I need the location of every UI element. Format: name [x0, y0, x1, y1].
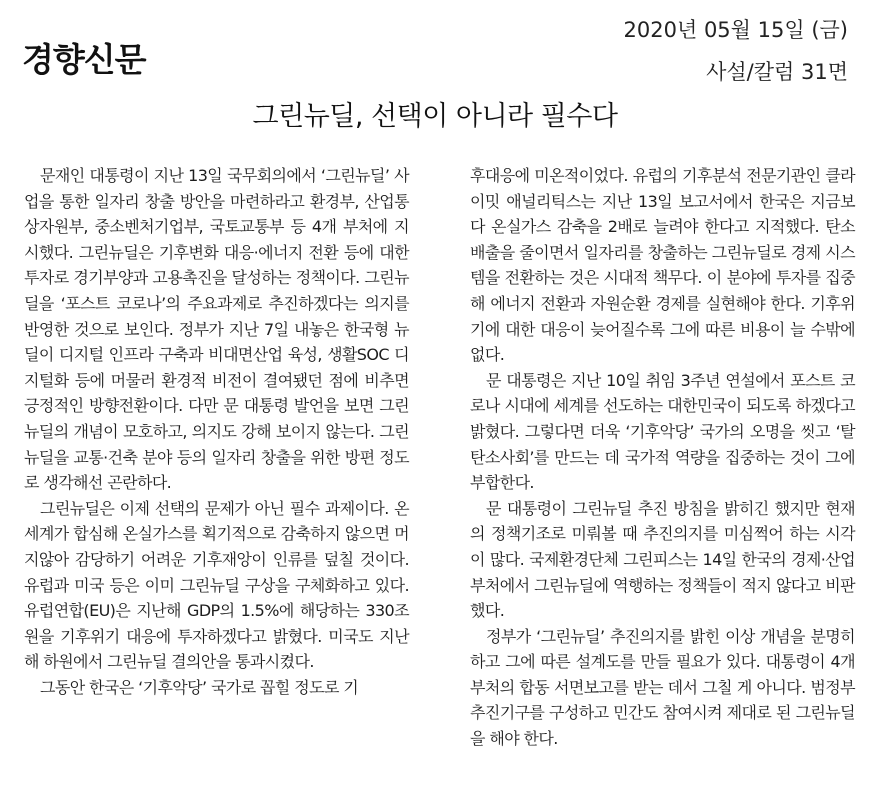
- publication-date: 2020년 05월 15일 (금): [623, 18, 848, 42]
- article-column-left: [24, 163, 409, 700]
- editorial-headline: 그린뉴딜, 선택이 아니라 필수다: [252, 101, 618, 132]
- newspaper-masthead: 경향신문: [22, 40, 146, 79]
- article-column-right: [470, 163, 855, 752]
- article-paragraph: 정부가 ‘그린뉴딜’ 추진의지를 밝힌 이상 개념을 분명히 하고 그에 따른 설계도를 만들 필요가 있다. 대통령이 4개 부처의 합동 서면보고를 받는 데서 그칠 게 아니다. 범정부 추진기구를 구성하고 민간도 참여시켜 제대로 된 그린뉴딜을 해야 한다.: [470, 626, 855, 749]
- article-paragraph: 그린뉴딜은 이제 선택의 문제가 아닌 필수 과제이다. 온 세계가 합심해 온실가스를 획기적으로 감축하지 않으면 머지않아 감당하기 어려운 기후재앙이 인류를 덮칠 것이다. 유럽과 미국 등은 이미 그린뉴딜 구상을 구체화하고 있다. 유럽연합(EU)은 지난해 GDP의 1.5%에 해당하는 330조원을 기후위기 대응에 투자하겠다고 밝혔다. 미국도 지난해 하원에서 그린뉴딜 결의안을 통과시켰다.: [24, 498, 409, 672]
- article-paragraph: 그동안 한국은 ‘기후악당’ 국가로 꼽힐 정도로 기: [40, 677, 359, 697]
- article-paragraph: 문 대통령이 그린뉴딜 추진 방침을 밝히긴 했지만 현재의 정책기조로 미뤄볼 때 추진의지를 미심쩍어 하는 시각이 많다. 국제환경단체 그린피스는 14일 한국의 경제·산업 부처에서 그린뉴딜에 역행하는 정책들이 적지 않다고 비판했다.: [470, 498, 855, 621]
- article-paragraph: 문 대통령은 지난 10일 취임 3주년 연설에서 포스트 코로나 시대에 세계를 선도하는 대한민국이 되도록 하겠다고 밝혔다. 그렇다면 더욱 ‘기후악당’ 국가의 오명을 씻고 ‘탈탄소사회’를 만드는 데 국가적 역량을 집중하는 것이 그에 부합한다.: [470, 370, 855, 493]
- section-page-label: 사설/칼럼 31면: [706, 60, 848, 84]
- article-paragraph: 문재인 대통령이 지난 13일 국무회의에서 ‘그린뉴딜’ 사업을 통한 일자리 창출 방안을 마련하라고 환경부, 산업통상자원부, 중소벤처기업부, 국토교통부 등 4개 부처에 지시했다. 그린뉴딜은 기후변화 대응·에너지 전환 등에 대한 투자로 경기부양과 고용촉진을 달성하는 정책이다. 그린뉴딜을 ‘포스트 코로나’의 주요과제로 추진하겠다는 의지를 반영한 것으로 보인다. 정부가 지난 7일 내놓은 한국형 뉴딜이 디지털 인프라 구축과 비대면산업 육성, 생활SOC 디지털화 등에 머물러 환경적 비전이 결여됐던 점에 비추면 긍정적인 방향전환이다. 다만 문 대통령 발언을 보면 그린뉴딜의 개념이 모호하고, 의지도 강해 보이지 않는다. 그린뉴딜을 교통·건축 분야 등의 일자리 창출을 위한 방편 정도로 생각해선 곤란하다.: [24, 166, 409, 493]
- article-paragraph-continuation: 후대응에 미온적이었다. 유럽의 기후분석 전문기관인 클라이밋 애널리틱스는 지난 13일 보고서에서 한국은 지금보다 온실가스 감축을 2배로 늘려야 한다고 지적했다. 탄소배출을 줄이면서 일자리를 창출하는 그린뉴딜로 경제 시스템을 전환하는 것은 시대적 책무다. 이 분야에 투자를 집중해 에너지 전환과 자원순환 경제를 실현해야 한다. 기후위기에 대한 대응이 늦어질수록 그에 따른 비용이 늘 수밖에 없다.: [470, 166, 855, 365]
